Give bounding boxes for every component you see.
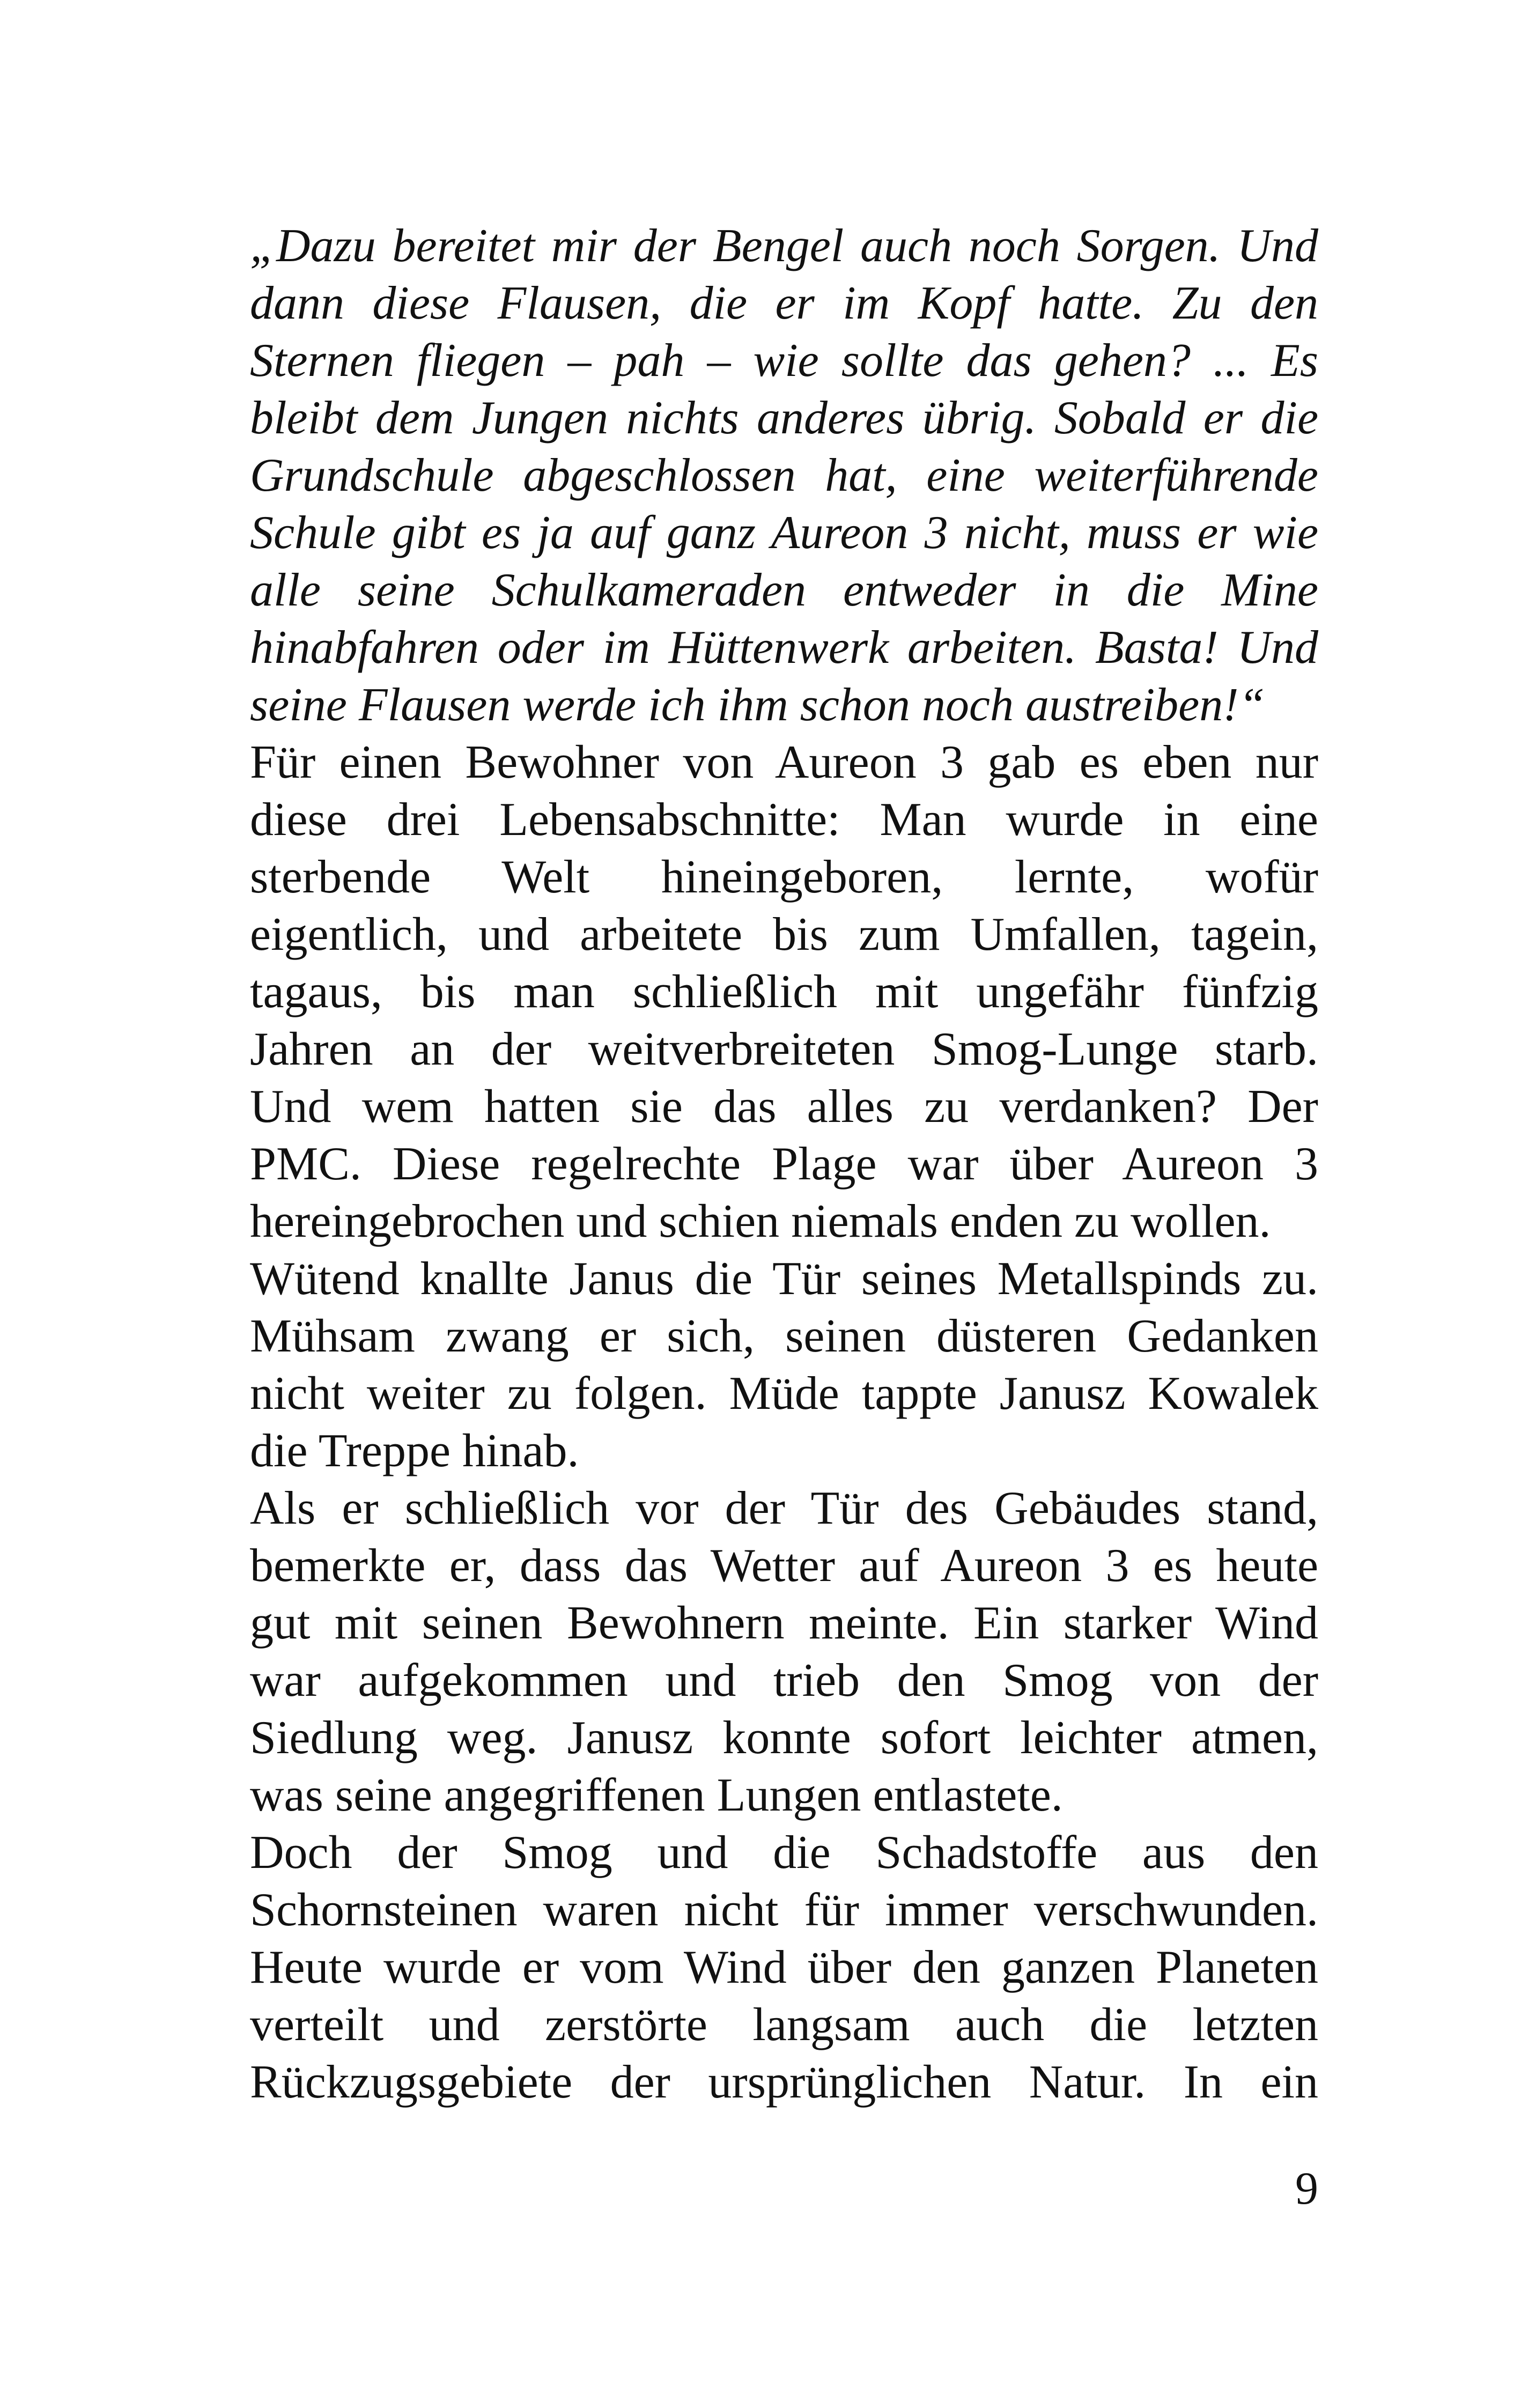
text-line: „Dazu bereitet mir der Bengel auch noch Sorgen. Und	[250, 220, 1318, 272]
text-line: seine Flausen werde ich ihm schon noch austreiben!“	[250, 679, 1265, 731]
text-line: tagaus, bis man schließlich mit ungefähr fünfzig	[250, 966, 1318, 1018]
text-line: Schule gibt es ja auf ganz Aureon 3 nicht, muss er wie	[250, 507, 1318, 559]
text-line: Und wem hatten sie das alles zu verdanken? Der	[250, 1081, 1318, 1133]
text-line: was seine angegriffenen Lungen entlastete.	[250, 1769, 1063, 1821]
text-line: Grundschule abgeschlossen hat, eine weiterführende	[250, 449, 1318, 501]
text-line: Schornsteinen waren nicht für immer verschwunden.	[250, 1884, 1318, 1936]
text-line: Wütend knallte Janus die Tür seines Metallspinds zu.	[250, 1253, 1318, 1305]
text-line: Jahren an der weitverbreiteten Smog-Lunge starb.	[250, 1023, 1318, 1075]
text-line: Mühsam zwang er sich, seinen düsteren Gedanken	[250, 1310, 1318, 1362]
text-line: gut mit seinen Bewohnern meinte. Ein starker Wind	[250, 1597, 1318, 1649]
text-line: diese drei Lebensabschnitte: Man wurde in eine	[250, 794, 1318, 846]
text-line: dann diese Flausen, die er im Kopf hatte. Zu den	[250, 277, 1318, 329]
page-number: 9	[1295, 2162, 1318, 2214]
text-line: die Treppe hinab.	[250, 1425, 579, 1477]
text-line: war aufgekommen und trieb den Smog von der	[250, 1654, 1318, 1707]
text-line: Als er schließlich vor der Tür des Gebäudes stand,	[250, 1482, 1318, 1534]
text-line: verteilt und zerstörte langsam auch die letzten	[250, 1999, 1318, 2051]
text-line: Doch der Smog und die Schadstoffe aus den	[250, 1827, 1318, 1879]
text-line: PMC. Diese regelrechte Plage war über Aureon 3	[250, 1138, 1318, 1190]
text-line: Rückzugsgebiete der ursprünglichen Natur. In ein	[250, 2056, 1318, 2108]
text-line: Heute wurde er vom Wind über den ganzen Planeten	[250, 1941, 1318, 1993]
text-line: hinabfahren oder im Hüttenwerk arbeiten. Basta! Und	[250, 622, 1318, 674]
text-line: bemerkte er, dass das Wetter auf Aureon 3 es heute	[250, 1540, 1318, 1592]
text-line: Siedlung weg. Janusz konnte sofort leichter atmen,	[250, 1712, 1318, 1764]
text-line: bleibt dem Jungen nichts anderes übrig. Sobald er die	[250, 392, 1318, 444]
text-line: Sternen fliegen – pah – wie sollte das gehen? ... Es	[250, 335, 1318, 387]
text-line: hereingebrochen und schien niemals enden zu wollen.	[250, 1195, 1271, 1247]
text-line: alle seine Schulkameraden entweder in die Mine	[250, 564, 1318, 616]
text-line: eigentlich, und arbeitete bis zum Umfallen, tagein,	[250, 908, 1318, 961]
text-line: sterbende Welt hineingeboren, lernte, wofür	[250, 851, 1318, 903]
body-text	[250, 217, 1318, 2111]
text-line: Für einen Bewohner von Aureon 3 gab es eben nur	[250, 736, 1318, 788]
text-line: nicht weiter zu folgen. Müde tappte Janusz Kowalek	[250, 1368, 1318, 1420]
